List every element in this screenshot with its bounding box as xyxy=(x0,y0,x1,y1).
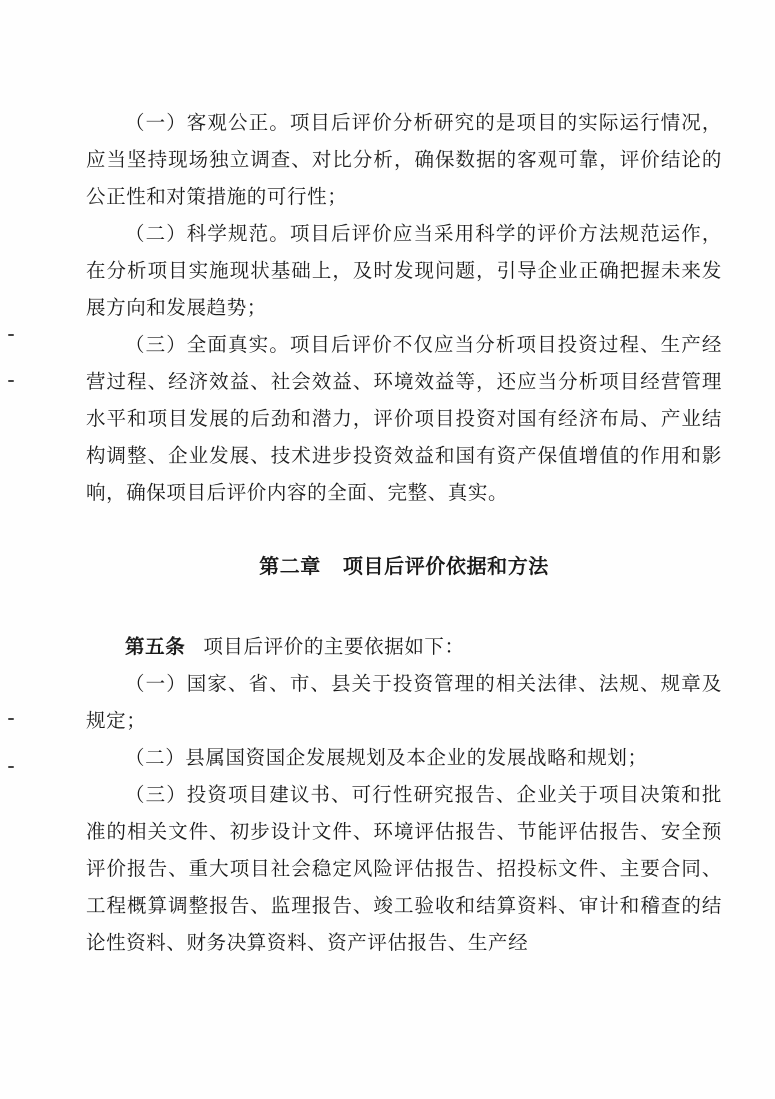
chapter-title: 项目后评价依据和方法 xyxy=(342,554,549,578)
scan-mark xyxy=(8,766,14,768)
article-number: 第五条 xyxy=(125,635,186,658)
chapter-heading xyxy=(86,548,722,585)
paragraph-scientific-standard: （二）科学规范。项目后评价应当采用科学的评价方法规范运作，在分析项目实施现状基础上，及时发现问题，引导企业正确把握未来发展方向和发展趋势； xyxy=(86,222,722,319)
paragraph-basis-planning: （二）县属国资国企发展规划及本企业的发展战略和规划； xyxy=(125,746,648,769)
paragraph-objective-fair: （一）客观公正。项目后评价分析研究的是项目的实际运行情况，应当坚持现场独立调查、对比分析，确保数据的客观可靠，评价结论的公正性和对策措施的可行性； xyxy=(86,111,722,208)
paragraph-comprehensive-true: （三）全面真实。项目后评价不仅应当分析项目投资过程、生产经营过程、经济效益、社会效益、环境效益等，还应当分析项目经营管理水平和项目发展的后劲和潜力，评价项目投资对国有经济布局、产业结构调整、企业发展、技术进步投资效益和国有资产保值增值的作用和影响，确保项目后评价内容的全面、完整、真实。 xyxy=(86,333,722,504)
article-five xyxy=(86,628,722,665)
paragraph-basis-laws: （一）国家、省、市、县关于投资管理的相关法律、法规、规章及规定； xyxy=(86,672,722,732)
scan-mark xyxy=(8,718,14,720)
scan-mark xyxy=(8,334,14,336)
scan-mark xyxy=(8,380,14,382)
paragraph-basis-documents: （三）投资项目建议书、可行性研究报告、企业关于项目决策和批准的相关文件、初步设计文件、环境评估报告、节能评估报告、安全预评价报告、重大项目社会稳定风险评估报告、招投标文件、主要合同、工程概算调整报告、监理报告、竣工验收和结算资料、审计和稽查的结论性资料、财务决算资料、资产评估报告、生产经 xyxy=(86,783,722,954)
chapter-number: 第二章 xyxy=(259,554,321,578)
document-body xyxy=(86,104,722,961)
article-text: 项目后评价的主要依据如下： xyxy=(203,635,465,658)
